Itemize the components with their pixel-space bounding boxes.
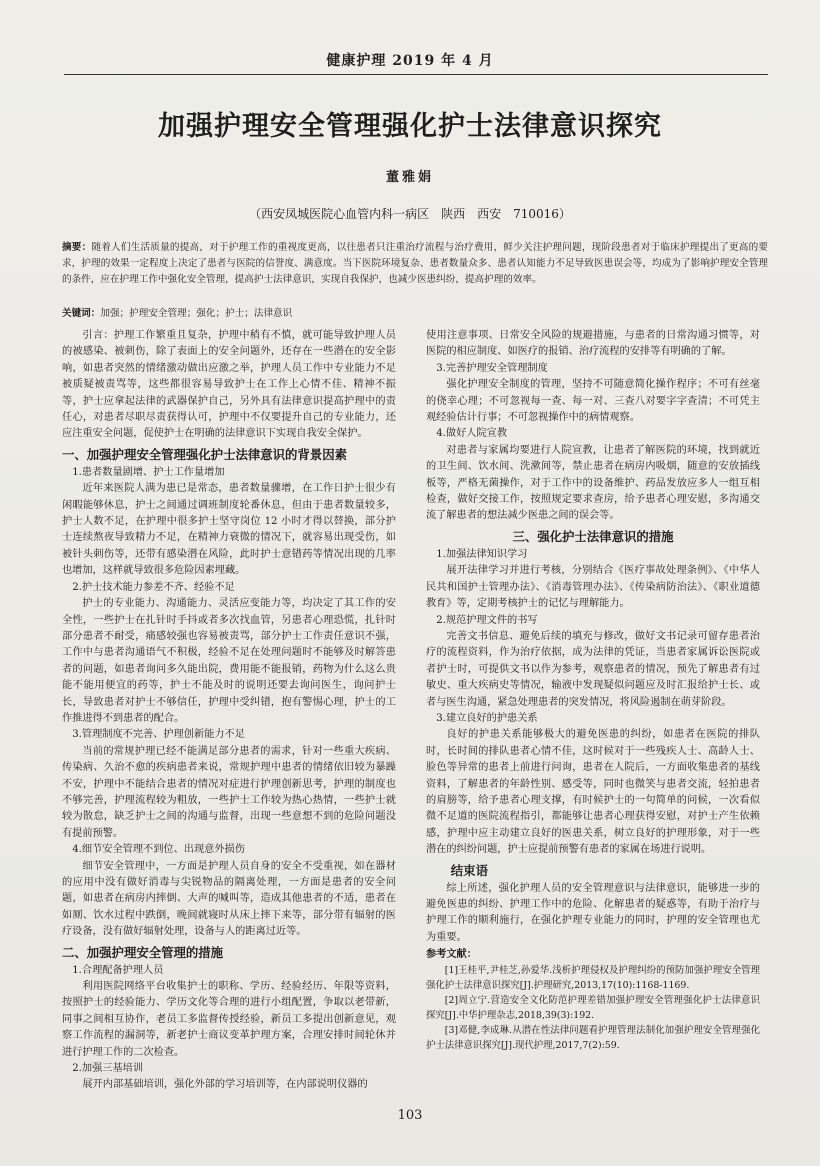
left-column [62,328,396,1098]
subsection-3-1-text: 展开法律学习并进行考核，分别结合《医疗事故处理条例》、《中华人民共和国护士管理办法》、《消毒管理办法》、《传染病防治法》、《职业道德教育》等，定期考核护士的记忆与理解能力。 [426,565,760,610]
subsection-3-3-text: 良好的护患关系能够极大的避免医患的纠纷，如患者在医院的排队时，长时间的排队患者心情不佳，这时候对于一些残疾人士、高龄人士、脸色等异常的患者上前进行问询，患者在人院后，一方面收集患者的基线资料，了解患者的年龄性别、感受等，同时也微笑与患者交流，轻拍患者的肩膀等，给予患者心理支撑，有时候护士的一句简单的问候，一次看似微不足道的医院流程指引，都能够让患者心理获得安慰，对护士产生依赖感，护理中应主动建立良好的医患关系，树立良好的护理形象，对于一些潜在的纠纷问题，护士应提前预警有患者的家属在场进行说明。 [426,729,760,856]
right-column [426,328,760,1098]
reference-item: [3]邓健,李成琳.从潜在性法律问题看护理管理法制化加强护理安全管理强化护士法律意识探究[J].现代护理,2017,7(2):59. [426,1024,760,1051]
section-3-heading: 三、强化护士法律意识的措施 [512,528,674,544]
subsection-2-4-heading: 4.做好人院宣教 [436,428,508,440]
subsection-2-2-text: 展开内部基础培训，强化外部的学习培训等，在内部说明仪器的 [82,1079,368,1091]
subsection-3-3-heading: 3.建立良好的护患关系 [436,712,538,724]
subsection-3-1-heading: 1.加强法律知识学习 [436,548,528,560]
abstract [62,240,768,288]
subsection-1-1-heading: 1.患者数量剧增、护士工作量增加 [72,466,225,478]
subsection-2-1-text: 利用医院网络平台收集护士的职称、学历、经验经历、年限等资料，按照护士的经验能力、学历文化等合理的进行小组配置，争取以老带新，同事之间相互协作，老员工多监督传授经验，新员工多提出创新意见，观察工作流程的漏洞等，新老护士商议变革护理方案，合理安排时间轮休并进行护理工作的二次检查。 [62,981,396,1058]
subsection-2-2-heading: 2.加强三基培训 [72,1063,144,1075]
subsection-1-2-heading: 2.护士技术能力参差不齐、经验不足 [72,581,235,593]
subsection-3-2-heading: 2.规范护理文件的书写 [436,614,538,626]
reference-item: [2]周立宁.营造安全文化防范护理差错加强护理安全管理强化护士法律意识探究[J].中华护理杂志,2018,39(3):192. [426,994,760,1021]
journal-header: 健康护理 2019 年 4 月 [326,53,494,69]
subsection-2-3-heading: 3.完善护理安全管理制度 [436,362,548,374]
subsection-1-1-text: 近年来医院人满为患已是常态，患者数量骤增，在工作日护士很少有闲暇能够休息，护士之间通过调班制度轮番休息，但由于患者数量较多，护士人数不足，在护理中很多护士坚守岗位 12 小时才得以替换，部分护士连续熬夜导致精力不足，在精神力衰微的情况下，就容易出现受伤，如被针头刺伤等，还带有感染潜在风险，此时护士意错药等情况出现的几率也增加，这样就导致很多危险因素埋藏。 [62,483,396,577]
subsection-1-3-text: 当前的常规护理已经不能满足部分患者的需求，针对一些重大疾病、传染病、久治不愈的疾病患者来说，常规护理中患者的情绪依旧较为暴躁不安，护理中不能结合患者的情况对症进行护理创新思考，护理的制度也不够完善，护理流程较为粗放，一些护士工作较为热心热情，一些护士就较为散怠，缺乏护士之间的沟通与监督，出现一些意想不到的危险问题没有提前预警。 [62,745,396,839]
section-2-heading: 二、加强护理安全管理的措施 [62,944,224,960]
section-1-heading: 一、加强护理安全管理强化护士法律意识的背景因素 [62,446,347,462]
article-title: 加强护理安全管理强化护士法律意识探究 [158,111,662,142]
subsection-3-2-text: 完善文书信息、避免后续的填充与修改，做好文书记录可留存患者治疗的流程资料，作为治疗依据，成为法律的凭证，当患者家属诉讼医院或者护士时，可提供文书以作为参考，观察患者的情况，预先了解患者有过敏史、重大疾病史等情况，输液中发现疑似问题应及时汇报给护士长、或者与医生沟通，紧急处理患者的突发情况，将风险遏制在萌芽阶段。 [426,630,760,708]
subsection-1-3-heading: 3.管理制度不完善、护理创新能力不足 [72,729,245,741]
author-name: 董雅娟 [385,170,434,185]
conclusion-text: 综上所述，强化护理人员的安全管理意识与法律意识，能够进一步的避免医患的纠纷、护理工作中的危险、化解患者的疑惑等，有助于治疗与护理工作的顺利施行，在强化护理专业能力的同时，护理的安全管理也尤为重要。 [426,882,760,943]
header-rule [64,74,768,75]
keywords-label: 关键词： [62,308,101,319]
author-affiliation: （西安凤城医院心血管内科一病区 陕西 西安 710016） [249,207,571,221]
keywords-text: 加强；护理安全管理；强化；护士；法律意识 [100,308,293,319]
subsection-2-4-text: 对患者与家属均要进行人院宣教，让患者了解医院的环境，找到就近的卫生间、饮水间、洗漱间等，禁止患者在病房内吸烟，随意的安放插线板等，严格无菌操作，对于工作中的设备维护、药品发放应多人一组互相检查，做好交接工作，按照规定要求查房，给予患者心理安慰，多沟通交流了解患者的想法减少医患之间的误会等。 [426,444,760,522]
abstract-text: 随着人们生活质量的提高，对于护理工作的重视度更高，以往患者只注重治疗流程与治疗费用，鲜少关注护理问题，现阶段患者对于临床护理提出了更高的要求，护理的效果一定程度上决定了患者与医院的信誉度、满意度。当下医院环境复杂、患者数量众多、患者认知能力不足导致医患误会等，均成为了影响护理安全管理的条件，应在护理工作中强化安全管理，提高护士法律意识，实现自我保护，也减少医患纠纷，提高护理的效率。 [62,242,769,285]
intro-paragraph: 引言：护理工作繁重且复杂，护理中稍有不慎，就可能导致护理人员的被感染、被刺伤，除了表面上的安全问题外，还存在一些潜在的安全影响，如患者突然的情绪激动做出应激之举，护理人员工作中专业能力不足被质疑被责骂等，这些都很容易导致护士在工作上心情不佳、精神不振等，护士应拿起法律的武器保护自己，另外具有法律意识提高护理中的责任心，对患者尽职尽责获得认可，护理中不仅要提升自己的专业能力，还应注重安全问题，促使护士在明确的法律意识下实现自我安全保护。 [62,330,396,440]
abstract-label: 摘要： [62,242,92,253]
subsection-2-1-heading: 1.合理配备护理人员 [72,964,164,976]
continued-paragraph: 使用注意事项、日常安全风险的规避措施，与患者的日常沟通习惯等，对医院的相应制度、如医疗的报销、治疗流程的安排等有明确的了解。 [426,330,760,358]
subsection-1-4-text: 细节安全管理中，一方面是护理人员自身的安全不受重视，如在器材的应用中没有做好消毒与尖锐物品的隔离处理，一方面是患者的安全问题，如患者在病房内摔倒、大声的喊叫等，造成其他患者的不适，患者在如厕、饮水过程中跌倒，晚间就寝时从床上摔下来等，部分带有辐射的医疗设备，没有做好辐射处理，设备与人的距离过近等。 [62,860,396,938]
page-number: 103 [397,1108,423,1123]
subsection-2-3-text: 强化护理安全制度的管理，坚持不可随意简化操作程序；不可有丝毫的侥幸心理；不可忽视每一查、每一对、三查八对要字字查清；不可凭主观经验估计行事；不可忽视操作中的病情观察。 [426,379,760,424]
keywords [62,306,768,322]
conclusion-heading: 结束语 [450,862,488,878]
subsection-1-2-text: 护士的专业能力、沟通能力、灵活应变能力等，均决定了其工作的安全性，一些护士在扎针时手抖或者多次找血管，另患者心理恐慌，扎针时部分患者不耐受，痛感较强也容易被责骂，部分护士工作责任意识不强，工作中与患者沟通语气不积极，经验不足在处理问题时不能够及时解答患者的问题，如患者询问多久能出院，费用能不能报销，药物为什么这么贵能不能用便宜的药等，护士不能及时的说明还要去询问医生，询问护士长，导致患者对护士不够信任，护理中受纠错，抱有警惕心理，护士的工作推进得不到患者的配合。 [62,598,396,724]
subsection-1-4-heading: 4.细节安全管理不到位、出现意外损伤 [72,844,245,856]
reference-item: [1]王桂平,尹桂芝,孙爱华.浅析护理侵权及护理纠纷的预防加强护理安全管理强化护士法律意识探究[J].护理研究,2013,17(10):1168-1169. [426,964,760,991]
references-heading: 参考文献： [426,948,477,961]
